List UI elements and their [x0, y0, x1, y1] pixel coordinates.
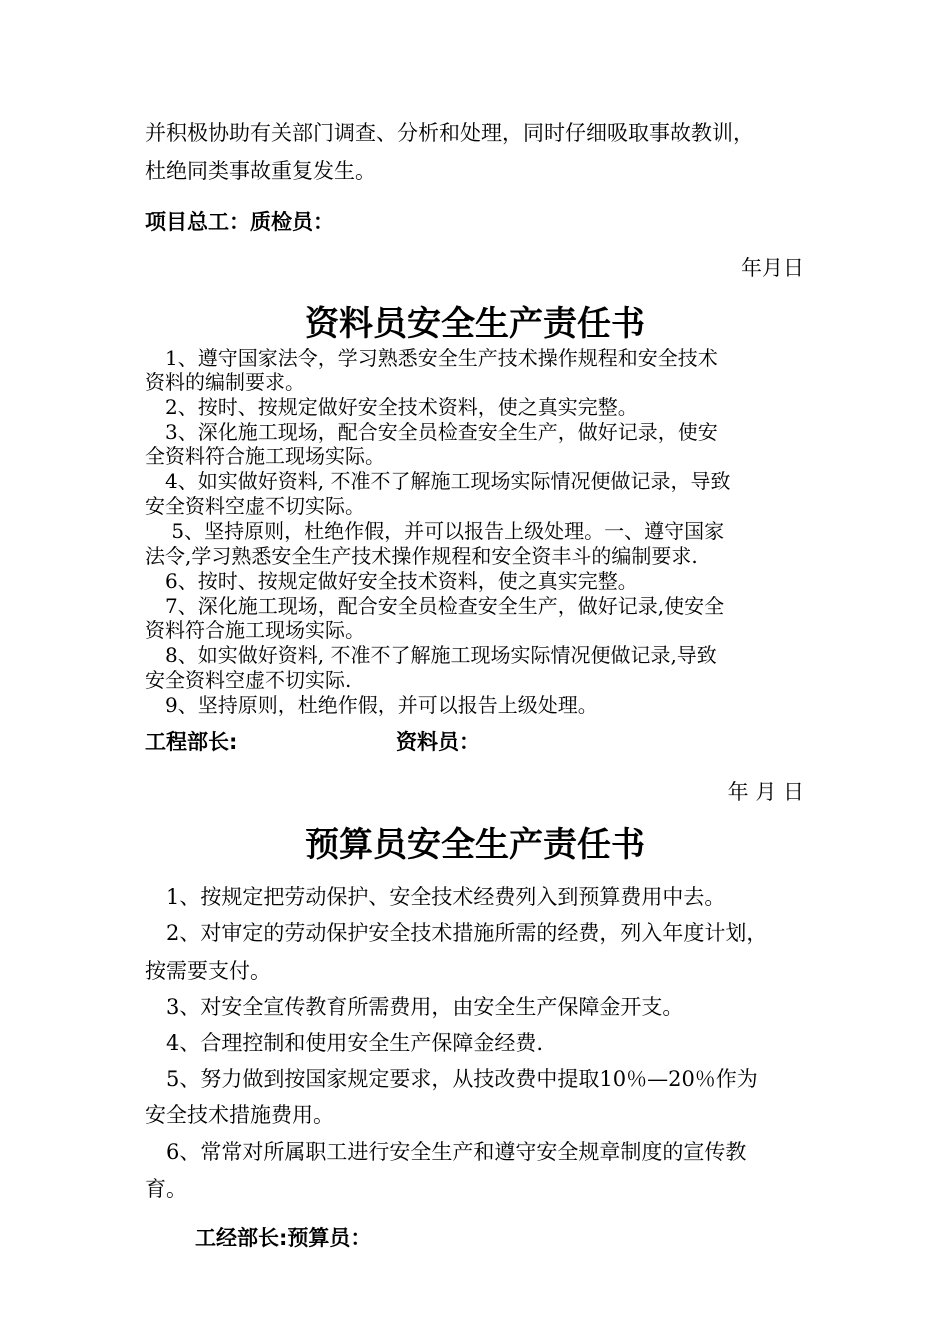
signature-line: 项目总工：质检员： [145, 210, 334, 234]
paragraph-line: 8、如实做好资料, 不准不了解施工现场实际情况便做记录,导致 [145, 643, 717, 667]
paragraph-line: 6、按时、按规定做好安全技术资料，使之真实完整。 [145, 569, 638, 593]
paragraph-line: 育。 [145, 1177, 187, 1201]
paragraph-line: 资料符合施工现场实际。 [145, 618, 365, 642]
paragraph-line: 杜绝同类事故重复发生。 [145, 159, 376, 183]
paragraph-line: 全资料符合施工现场实际。 [145, 444, 385, 468]
section-title: 资料员安全生产责任书 [305, 304, 645, 344]
paragraph-line: 5、努力做到按国家规定要求，从技改费中提取10％—20％作为 [145, 1067, 758, 1091]
paragraph-line: 安全资料空虚不切实际。 [145, 494, 365, 518]
paragraph-line: 3、深化施工现场，配合安全员检查安全生产，做好记录，使安 [145, 420, 718, 444]
signature-data-clerk: 资料员： [396, 730, 480, 754]
date-line: 年 月 日 [727, 780, 804, 804]
paragraph-line: 4、如实做好资料, 不准不了解施工现场实际情况便做记录，导致 [145, 469, 731, 493]
paragraph-line: 1、遵守国家法令，学习熟悉安全生产技术操作规程和安全技术 [145, 346, 718, 370]
paragraph-line: 7、深化施工现场，配合安全员检查安全生产，做好记录,使安全 [145, 594, 725, 618]
paragraph-line: 3、对安全宣传教育所需费用，由安全生产保障金开支。 [145, 995, 684, 1019]
paragraph-line: 9、坚持原则，杜绝作假，并可以报告上级处理。 [145, 693, 598, 717]
paragraph-line: 2、按时、按规定做好安全技术资料，使之真实完整。 [145, 395, 638, 419]
paragraph-line: 法令,学习熟悉安全生产技术操作规程和安全资丰斗的编制要求. [145, 544, 698, 568]
paragraph-line: 2、对审定的劳动保护安全技术措施所需的经费，列入年度计划， [145, 921, 768, 945]
signature-line: 工经部长:预算员： [195, 1226, 372, 1250]
paragraph-line: 1、按规定把劳动保护、安全技术经费列入到预算费用中去。 [145, 885, 726, 909]
paragraph-line: 并积极协助有关部门调查、分析和处理，同时仔细吸取事故教训， [145, 121, 754, 145]
paragraph-line: 按需要支付。 [145, 959, 271, 983]
paragraph-line: 6、常常对所属职工进行安全生产和遵守安全规章制度的宣传教 [145, 1140, 747, 1164]
paragraph-line: 资料的编制要求。 [145, 370, 305, 394]
paragraph-line: 安全技术措施费用。 [145, 1103, 334, 1127]
paragraph-line: 5、坚持原则，杜绝作假，并可以报告上级处理。一、遵守国家 [145, 519, 725, 543]
signature-engineering-head: 工程部长: [145, 730, 238, 754]
paragraph-line: 安全资料空虚不切实际. [145, 668, 352, 692]
section-title: 预算员安全生产责任书 [305, 825, 645, 865]
paragraph-line: 4、合理控制和使用安全生产保障金经费. [145, 1031, 544, 1055]
date-line: 年月日 [741, 256, 804, 280]
